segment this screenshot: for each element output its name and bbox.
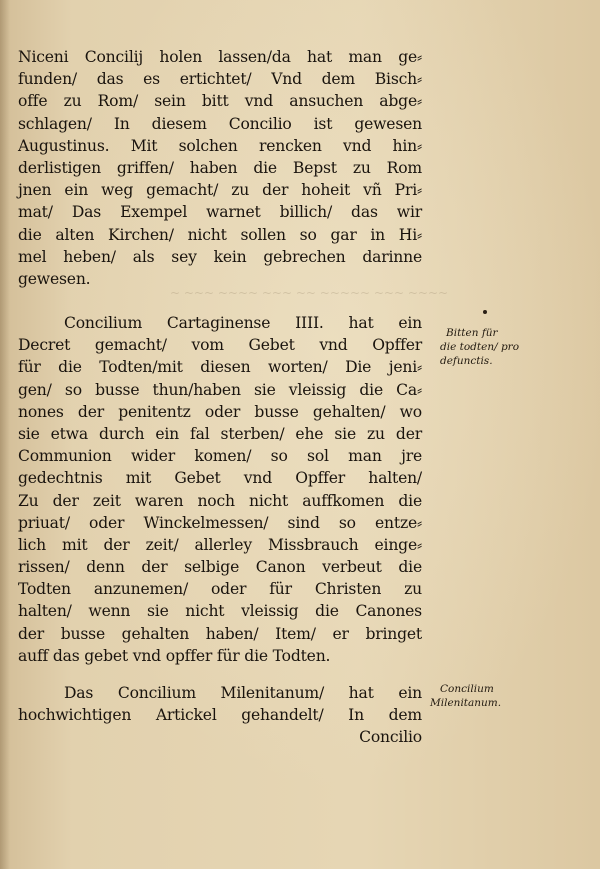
text-line: mel heben/ als sey kein gebrechen darinne	[18, 247, 422, 266]
margin-note-prayers-for-dead	[440, 326, 519, 368]
text-line: Communion wider komen/ so sol man jre	[18, 447, 422, 466]
text-line: mat/ Das Exempel warnet billich/ das wir	[18, 203, 422, 222]
text-line: sie etwa durch ein fal sterben/ ehe sie zu der	[18, 424, 422, 443]
text-line: priuat/ oder Winckelmessen/ sind so entze⸗	[18, 513, 422, 532]
text-line: Todten anzunemen/ oder für Christen zu	[18, 580, 422, 599]
paragraph-3	[18, 682, 422, 749]
catchword: Concilio	[359, 728, 422, 747]
text-line: Niceni Concilij holen lassen/da hat man ge⸗	[18, 48, 422, 66]
margin-note-line: Bitten für	[446, 327, 498, 339]
text-line: gen/ so busse thun/haben sie vleissig die Ca⸗	[18, 380, 422, 399]
text-line: der busse gehalten haben/ Item/ er bringet	[18, 624, 422, 643]
text-line: halten/ wenn sie nicht vleissig die Canones	[18, 602, 422, 621]
text-line: derlistigen griffen/ haben die Bepst zu Rom	[18, 158, 422, 177]
bleed-through-text: ~ ~~~ ~~~~ ~~~ ~~ ~~~~~ ~~~ ~~~~	[170, 286, 449, 300]
margin-note-line: defunctis.	[440, 355, 493, 367]
marginal-dot	[483, 310, 487, 314]
margin-note-line: Concilium	[440, 683, 494, 695]
text-line: Augustinus. Mit solchen rencken vnd hin⸗	[18, 136, 422, 155]
page-gutter-shadow	[0, 0, 10, 869]
text-line: lich mit der zeit/ allerley Missbrauch einge⸗	[18, 535, 422, 554]
text-line: für die Todten/mit diesen worten/ Die jeni⸗	[18, 358, 422, 377]
text-line: hochwichtigen Artickel gehandelt/ In dem	[18, 706, 422, 725]
paragraph-1	[18, 46, 422, 290]
text-line: nones der penitentz oder busse gehalten/ wo	[18, 402, 422, 421]
paragraph-2	[18, 312, 422, 667]
text-line: gewesen.	[18, 269, 91, 288]
text-line: Concilium Cartaginense IIII. hat ein	[64, 314, 422, 332]
text-line: gedechtnis mit Gebet vnd Opffer halten/	[18, 469, 422, 488]
text-line: die alten Kirchen/ nicht sollen so gar in Hi⸗	[18, 225, 422, 244]
text-line: Zu der zeit waren noch nicht auffkomen die	[18, 491, 422, 510]
text-line: auff das gebet vnd opffer für die Todten.	[18, 646, 331, 665]
text-line: funden/ das es ertichtet/ Vnd dem Bisch⸗	[18, 70, 422, 89]
text-line: schlagen/ In diesem Concilio ist gewesen	[18, 114, 422, 133]
text-line: rissen/ denn der selbige Canon verbeut die	[18, 558, 422, 577]
margin-note-line: die todten/ pro	[440, 341, 520, 353]
margin-note-council-milevis	[430, 682, 501, 710]
margin-note-line: Milenitanum.	[430, 697, 502, 709]
text-line: Das Concilium Milenitanum/ hat ein	[64, 684, 422, 702]
text-line: jnen ein weg gemacht/ zu der hoheit vñ Pri⸗	[18, 181, 422, 200]
text-line: offe zu Rom/ sein bitt vnd ansuchen abge⸗	[18, 92, 422, 111]
text-line: Decret gemacht/ vom Gebet vnd Opffer	[18, 336, 422, 355]
